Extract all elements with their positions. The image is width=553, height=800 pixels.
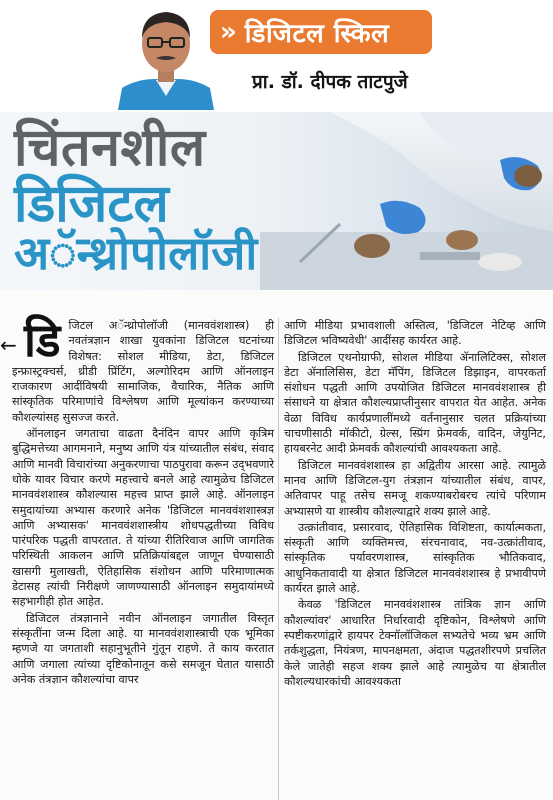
author-photo [112, 0, 220, 110]
column-tag [210, 10, 432, 54]
paragraph: डिजिटल तंत्रज्ञानाने नवीन ऑनलाइन जगातील विस्तृत संस्कृतींना जन्म दिला आहे. या मानववंशशास्त्राची एक भूमिका म्हणजे या जगताशी सहानुभूतीने गुंतून राहणे. ते काय करतात आणि जगाला त्यांच्या दृष्टिकोनातून कसे समजून घेतात यासाठी अनेक तंत्रज्ञान कौशल्यांचा वापर [12, 611, 274, 686]
author-byline: प्रा. डॉ. दीपक ताटपुजे [252, 71, 408, 93]
article-column-right [284, 318, 546, 689]
paragraph: केवळ 'डिजिटल मानववंशशास्त्र तांत्रिक ज्ञान आणि कौशल्यांवर' आधारित निर्धारवादी दृष्टिकोन, विश्लेषणे आणि स्पष्टीकरणांद्वारे हायपर टेक्नॉलॉजिकल सभ्यतेचे भव्य भ्रम आणि तर्कशुद्धता, नियंत्रण, मापनक्षमता, अंदाज पद्धतशीरपणे प्रचलित केले जातेही सहज शक्य झाले आहे त्यामुळेच या क्षेत्रातील कौशल्यधारकांची आवश्यकता [284, 598, 546, 688]
column-header [0, 0, 553, 112]
headline-line-2: डिजिटल [14, 174, 169, 234]
headline-line-1: चिंतनशील [14, 118, 206, 178]
paragraph: डिजिटल मानववंशशास्त्र हा अद्वितीय आरसा आहे. त्यामुळे मानव आणि डिजिटल-युग तंत्रज्ञान यांच्यातील संबंध, वापर, अतिवापर पाहू तसेच समजू शकण्याबरोबरच त्यांचे परिणाम अभ्यासणे या शास्त्रीय कौशल्याद्वारे शक्य झाले आहे. [284, 458, 546, 518]
column-tag-label: डिजिटल स्किल [244, 19, 390, 49]
dropcap: डि [24, 313, 61, 367]
paragraph: डिजिटल एथनोग्राफी, सोशल मीडिया ॲनालिटिक्स, सोशल डेटा ॲनालिसिस, डेटा मॅपिंग, डिजिटल डिझाइन, वापरकर्ता संशोधन पद्धती आणि उपयोजित डिजिटल मानववंशशास्त्र ही संसाधने या क्षेत्रात कौशल्यप्राप्तीनुसार वापरात येत आहेत. अनेक वेळा विविध कार्यप्रणालींमध्ये वर्तनानुसार चलत प्रक्रियांच्या चाचणीसाठी मॉकीटो, ग्रेल्स, स्प्रिंग फ्रेमवर्क, वादिन, जेयुनिट, हायबरनेट आदी फ्रेमवर्क कौशल्यांची आवश्यकता आहे. [284, 350, 546, 456]
double-chevron-icon: » [220, 17, 237, 47]
arrow-left-icon: ← [0, 333, 17, 357]
headline-line-3: अॅन्थ्रोपोलॉजी [14, 226, 258, 280]
paragraph: डिजिटल अॅन्थ्रोपोलॉजी (मानववंशशास्त्र) ही नवतंत्रज्ञान शाखा युवकांना डिजिटल घटनांच्या विशेषत: सोशल मीडिया, डेटा, डिजिटल इन्फ्रास्ट्रक्चर्स, थ्रीडी प्रिंटिंग, अल्गोरिदम आणि ऑनलाइन राजकारण आदींविषयी सामाजिक, वैचारिक, नैतिक आणि सांस्कृतिक परिमाणांचे विश्लेषण आणि मूल्यांकन करण्याच्या कौशल्यांसह सुसज्ज करते. [12, 313, 274, 424]
article-column-left [12, 313, 274, 687]
column-divider [278, 318, 279, 800]
paragraph: आणि मीडिया प्रभावशाली अस्तित्व, 'डिजिटल नेटिव्ह आणि डिजिटल भविष्यवेधी' आदींसह कार्यरत आहे. [284, 319, 546, 348]
paragraph: उत्क्रांतीवाद, प्रसारवाद, ऐतिहासिक विशिष्टता, कार्यात्मकता, संस्कृती आणि व्यक्तिमत्त्व, संरचनावाद, नव-उत्क्रांतीवाद, सांस्कृतिक पर्यावरणशास्त्र, सांस्कृतिक भौतिकवाद, आधुनिकतावादी या क्षेत्रात डिजिटल मानववंशशास्त्र हे प्रभावीपणे कार्यरत झाले आहे. [284, 520, 546, 596]
paragraph: ऑनलाइन जगताचा वाढता दैनंदिन वापर आणि कृत्रिम बुद्धिमत्तेच्या आगमनाने, मनुष्य आणि यंत्र यांच्यातील संबंध, संवाद आणि मानवी विचारांच्या अनुकरणाचा पाठपुरावा करून उद्‌भवणारे धोके यावर विचार करणे महत्त्वाचे बनले आहे त्यामुळेच डिजिटल मानववंशशास्त्र कौशल्यास महत्त्व प्राप्त झाले आहे. ऑनलाइन समुदायांच्या अभ्यास करणारे अनेक 'डिजिटल मानववंशशास्त्रज्ञ आणि अभ्यासक' मानववंशशास्त्रीय शोधपद्धतीच्या विविध पारंपरिक पद्धती वापरतात. ते यांच्या रीतिरिवाज आणि जागतिक परिस्थिती आकलन आणि प्रतिक्रियांबद्दल जाणून घेण्यासाठी खासगी मुलाखती, ऐतिहासिक संशोधन आणि परिमाणात्मक डेटासह त्यांची निरीक्षणे जाणण्यासाठी ऑनलाइन समुदायांमध्ये सहभागीही होत आहेत. [12, 427, 274, 609]
